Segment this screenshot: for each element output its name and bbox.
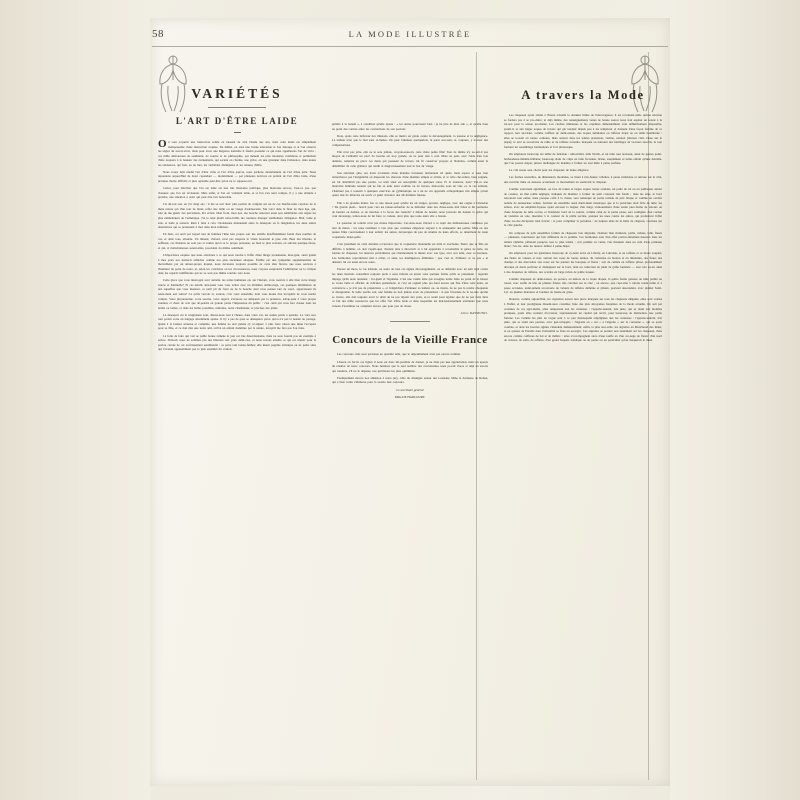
paragraph: On emploiera beaucoup les tulles de fantaisie : tulle-mitlet, tulle Norils, et un tulle tout nouveau, aussi de genres point-bécheadeurs-mârièls-brillante; beaucoup étant de crêpe en tulle faconnée, brune, souplement et tulles enfant qu'ùne dentelle, que l'on pourra draper, plisser mellangée de maniére à former un tout mêle à peine parfaite. [504, 151, 662, 166]
paragraph: Nous avons déjà étudié l'art d'être riche et l'art d'être pauvre, nous parlions dernièrement de l'art d'être jolie. Nous répondons aujourd'hui de doter cependant — modérément — par plusieurs lectrices en parlant de l'art d'être laide, d'une pratique moins difficile et plus agréable peut-être qu'on ne le suppose-rait. [158, 169, 316, 183]
section-divider [390, 321, 430, 322]
paragraph: Encore un moto, le cas échéant, on saura de tous ces signes découragemenls, on se défendra avec un sein égal contre les deux mauvais conseillers toujours prets à nous induire en erreur sous quelque forme qu'ils se présentent : regarder impage qu'ils nous tentaient : l'or-gueil et l'égoïsme. C'est une vanité folle qui aveugles noble laide au point de la laisser se croire belle et afficher de ridicules prétentions, et c'est un orgueil plus pro-fond encore qui fixe d'être cette autre, en convaincre « je n'ai pas de prétentions », et l'empêchera d'atténuer sa laideur ou, au moins, de ne pas la rendre choquante et désagréable. Si belle qu'elle soit, une femme ne doit jamais avoir de prétentions : si peu favorisée de la na-ture qu'elle se trouve, elle doit toujours avoir le désir de ne pas réjouir aux yeux, et-ce serait pour égoïste que de ne pas faire dans ce fait des mille ressources que lui offre l'art d'être laide et dans lesquelles les mal-heureusement extérieurs que nous venons d'examiner ne complent encore que pour peu de chose. [332, 267, 488, 308]
paragraph: On emploiera pour les garnitures beaucoup de cy-lauts noirs en Liberty, en Lutraisie, et en taffetas or et moire souples; des fleurs en voleurs et noir, surtout des roses de toutes teintes, du camonise en bouton et en miniature, des fleurs des champs et des marcadors aux roses sur les paniers les borsques et fleurs ; soit de ceillets en taffetas plissé, profondément découpé en dents profitrez et distinguent sur le bord, dont un collection en plein de grille fantaisie — tout cela en-tre ainsi à des draperies de taffetas, des scarabs en large ruban de paille tressée. [504, 251, 662, 274]
paragraph: Dote, après cette défaveur des illusions, elle se mettra en garde contre le découragement, la paresse et la négligence. La laideur n'est que le mal sans re-mèdes. On peut l'atténuer quelquefois, la parer sou-vent, et, toujours, y trouver des compensations. [332, 133, 488, 147]
running-head [152, 28, 668, 40]
publication-title: LA MODE ILLUSTRÉE [348, 29, 472, 39]
heading-divider [208, 107, 266, 108]
section-heading-concours: Concours de la Vieille France [332, 334, 488, 347]
paragraph: Son extérieur gâte, ses traits accentués d'une manière factueuse deviennent tel quels, mais espace si sous n'en attrancheros pas l'irrégularité en disposant les cheveux d'une manière simple et artiste, et si cette che-velure, bien soignée, est lui dettembrit pas une parure. Le teint ainsi est susceptible de quelques soins. Et la tournure, donc! Est-ce une mauvaise habitude assurée qui ne fait se tenir ainsi courbée ou de travers, mais-reine sous un vint, et, le cas échéant, s'habituer pas à rosseàir à quelques exercices de gymnastique ou à un de ces appareils orthopédiques très simple qu'ont opéré tant de miracles un servir et guéri d'avance des dif-formités futures. [332, 170, 488, 198]
paragraph: Elle a de grandes mains, fau ce une raison pour qu'elle les ait rouges, gercées, nègliges, avec des ongles à l'abandon ? De grands pieds... faut-il pour cela les laisser-enformer de se défermer dans des chaus-sures mal faites et lui permettre de heurter en dedans, et de marcher à la facon des canards? à défaut de beauté, nous pouvons lui donner la grâce qui vaut davantage, toâtes-nous de lui faire ce cadeau, dont plus que toute autre elle a besoin. [332, 200, 488, 219]
closing-name: Mme DE HARCOURT. [394, 394, 426, 399]
article-title-left: L'ART D'ÊTRE LAIDE [175, 116, 299, 126]
paragraph: J'ai dit-toit aux, en j'ai vingt ans : il me se soit donc plus permis de compter sur un de ces bienfai-sants caprices de la mère nature qui d'un tour de main, reflet une taille ou un visage d'adolescente. Me voici dans la fleur de mon âge, qui, loin de me guérir des précédents, m'a éclaté. Mon front, mon nez, ma bouche resteront aussi peu semblables aux règles les plus élémentaires de l'esthétique. J'ai le teint plutôt terne-brillé, ma tournure manque visiblement d'élégance. Bref, laide je suis, et laide je resterai. Rien à faire à cela. Choisissons maintenant entre le désespoir ou la résignation, les deux autres alternatives qui se présentent à moi dans mon inférieur. [158, 202, 316, 230]
paragraph: L'importance exquise que nous attachons à ce qui nous touche à l'effet d'une image proustienne, élon-gant, aussi gaiété à mes yeux nos instincts réfléchis comme nos plus anciennes attaques. Établie par une sympathie supplémentaire un merveilleux par un amour-propre inquiet, nous devenons toujours possible de cette idée bizarre que nous serrions à l'intérieur du point de notre, et, selon les caractères ou les circonstances, nous croyons surprendre l'admiration ou la critique dans les regards indifférents qui ne se sont pas même tournés vers nous. [158, 253, 316, 276]
page-number: 58 [152, 28, 164, 40]
paragraph: Le désespoir est la résignation sont, disons-nous tout à l'heure, dans votre cas, les seules partis à prendre. La voix sera tout partait votre un langage absolument apaise. Il n'y a pas de quoi se désespérer parce qu'on n'a pas la beauté ou partage. Quant à la laideur sérieuse et complète, une femme ne doit jamais s'y ré-signer; à plus forte raison une mine l'accepter pour sa fille, et ce doit être une notre ami, ravivé un enfant dodelinte par la nature, lorsqu'il me fera pas l'ou faire. [158, 312, 316, 331]
paragraph: Les chapeaux ayant attelai à l'heure actuelle la dernière limite de l'extravagance, il est reconnais-sable qu'une réaction se fordera pas à se pro-duire; et déjà même, des renseignements venus de bonne source nous font espérer un retour à la rai-son pour la saison prochaine. Les cloches immenses et les capelines démesurément vont définitivement disparaître, paraît-il, et aux larges toques de travers qui gar tendent depuis peu à les remplacer et donnent d'une façon fortuite de ce rapport, leur succéder, comme coiffure de demi-saison, des toques simulaires ou taffetas drapé ou en taille bouillonné : elles se te-nont en toutes couleurs, mais surtout dans les teintes grenaison, violine, nattarel (marron clair, bleue sur le jaspé); le tard se recouvrira de taille et de taffetas tornadio, marquée au naturant des feuillages de ve-lours assortis, le tout formant un assemblage harmonieux et fort pittoresque. [504, 113, 662, 149]
paragraph: Certes, pour détacher que l'on est laide est une très mauvaise politique, plus mauvaise encore, n'est-ce pas, que d'assurer que l'on est ravissante. Mais enfin, si l'on est vraiment laide, et si l'on s'en rend compte, il y a une attitude à prendre, une situation à créer qui peut être très honorable. [158, 186, 316, 200]
paragraph: Le crin nouss sera choisi pour les chapeaux de haute élégance. [509, 168, 590, 173]
paragraph: Comme chapeaux de demi-saison, en portera, en dehors de la toque drapée, la petite forme genoise ou tulle paillet ou tressé, avec toufle de tête de plumes frisées très colorées sur le côté ; on encore, que capo-tine à calotte ronde faille et à passe accusées, entiè-rement recouverte de velours de taffetas damérée et plissés, pouvant descendant, avec plumet Saint-Cyr en plumes manoires et bordées de lisette-de grise. [504, 276, 662, 295]
paragraph: C'est justement en cette dernière occurrence que la coquetterie maternelle est utile et touchante. Pierre que sa fille est difficile à habiller, on doit s'appli-quer d'autant plus à découvrir et à lui apprendre à reconnaître le genre de toile, les formes de chapeaux, les nuances particulières qui s'harmonisent le mieux avec son type, avec son teint, avec sa tournure. Les harmonies reproduiront mal à éclier, et ainsi, les intelligences féminines : que c'est et, d'ailleurs ce ne pas « le désastre lui est aussi encore noire. [332, 242, 488, 265]
paragraph: Comme souvenant agréément, on fera de toutes et larges toques toutes ronddes, un pollé de riz ou en paillassou autour de couture, en thut paillé négligée, indiquée de manière à former un petit croissant très fondu ; dans les sites, le bord retrouvait tout entier, mais presque collé à la cuisse, sera remarqué de partie ruilade de prix brique et comme en cerclée antérie de nuisserines velués, formant un ensemble aussi harm-ment monnayes que si la parriclure étoit ficle de tulle; les zèbres, avec un emplâtré-fayasse ayant envorée la larguer d'un doigt, s'entourément d'une toutte pure-forme de velours on d'une desperée de tulle accrée, et l'extérieur bord de la culotte, comme celui de la petite passe, sera soulignée d'un cordon de violettes en soie, insertées à la couleur de la paille secrète, prennes les unes contre les autres, qui produiront l'effet d'une ror-che décépotée bien foncée ; et pour compléter la parrulure : de loupres aîtes de la lame de chapeau, conclues sur le côté gauche. [504, 187, 662, 228]
paragraph: Cette glace que vous interrogez avec anxiété, les toiles humaines où, sur l'instant, vous rouvrez à elle bien votre image exacte et habituelle? Et ces détails anti-quels vous vous avilez avec un dixièmes taillée-nage, ces quelques millimètres de nez superflus que vous mesurez, ce petit pli du front ou de la bouche dont vous pensez tant de souci, apparaissent ils seule-ment aux autres? Ce qu'ils verront et, surtout, c'est votre ensemble, dont vous moins être incapable de vous rendre compte. Votre physionomie, votre sourire, votre regard, s'avancée ou délaperés par la présence, échap-pant à votre propre examen, et d'eux de cela que dé-pendra en grande partie l'impression du public : c'est celui qui vous fera classer dans les belles ou laides, et dans les belles possibles, nimoiles, notre charmantes, et précises des jolies. [158, 278, 316, 310]
column-left [152, 52, 324, 780]
left-margin [0, 0, 150, 800]
header-rule [152, 46, 668, 47]
column-middle [324, 52, 496, 780]
article-signature: Aline RAYMOND. [460, 311, 488, 316]
paragraph: Elle n'est pas jolie, elle ne le sera jamais, croyons-nous-là, cette chère petite fille! Tout de même n'y au-rait-il pas moyen de l'embellir un peu? Sa bouche est trop grande, on ne peut rien à cela. Mais on peut, avec l'aide d'un bon dentiste, remettre en place ces dents qui poussent de travers, lui fit conserver propres et blanches, comme aussi la débabiliter de cette grimace qui tendit si disgracieusement tout le bas du visage. [332, 149, 488, 168]
paragraph: Exemptement encore nos adhésion à notre jury, celle du distingué auteur des Lusiades, Mme la duchesse de Rohan, qui a bien voulu s'immerse pour la recette leur concours. [332, 375, 488, 385]
right-margin [670, 0, 800, 800]
paragraph: L'heure où j'écris ces lignes il nous est donc im-possible de donner, je ne dirai pas une appréciation, mais un aperçu du résultat de notre concours. Nous hésitons que le seul nombre des concurrentes nous pa-raît d'ores et déjà un succès qui rassiters, s'il ne le dépasse, nos prévisions les plus optimistes. [332, 359, 488, 373]
paragraph: Eh bien, cet arrêt par lequel tant de femmes l'âme leur propre sort me semble insuffisamment fondé dans nombre de cas, et dans tous, absurde. Un mineur, d'abord, n'est pas toujours le vilain bourrelet le plus crût. Bien des libertés, et suffisant, ces illusions ne sont pas si vaines qu'on se le propre personne, en bien le plus souvent, en suivant quelque-chose, et qui, si maladroitesses soient-elles, procèdent du même sentiment. [158, 232, 316, 250]
paragraph: La question de toilette n'est pas moins importante. Car-dons-nous d'abord à ce sujet des malheureuses commises par tant de mères : les unes s'entêtent à voir plus que certaines élégances serpent à la plusieurité des petites filles en des jeunes filles convenament à leur enfant; les autres, décourages du peu de résultat de leurs efforts, se désarment de toute coquetterie mater-pelle. [332, 221, 488, 239]
closing-role: Le secrétaire général [396, 387, 424, 392]
paragraph: On compose de jolis ensembles formés de chapeaux bon dégradés, chamois ôtée étamerés, paille, rubans, tulle, fleurs — plusieurs, lournissant qui font différente de la pomme. Ces harmonies sont d'un effet particu-lièrement heureux dans les teintes Ophélia, pâlissant jusqu'au rose le plus tendre ; vert pomme ou violet, l'un monnent dans un vent d'eau primaise blanc; l'au-tre, dans un nuance défunt à peine-bisjet. [504, 230, 662, 249]
paragraph: On veut acquérir une instruction solide en laissant de côté l'étude des arts, mais cette étude est simplement indispensable d'une instruction acquise. De même, on aura une bonne éducation si l'on manque et si l'on observe les règles du savoir-vivre, mais pour avoir une élégance naturelle il faudra posséder ce qui nous appellerons l'art de vivre : ces mille délicatesses de sentiment, de sourire et de philosophie, qui mènent les plus modestes conditions et permettent d'être toujours à la hauteur des événements, qui sortent en charme, une grâce, où une grandeur dans l'existence, dans toutes les existences, qui font, en un mot, les véritables distinguées et les natures d'élite. [158, 138, 316, 167]
paragraph: prêtôre à la beauté », à condition qu'elle ajoute : « les autres pourvoient bien : je ne pire de mon aile », et qu'elle base au point des contres entre les contractions de son pouvoir. [332, 122, 488, 131]
paragraph: Les concours cités sont parvenus en quantité telle, que le dépouillement n'est pas encore terminé. [337, 352, 461, 357]
paragraph: La folie de faire qui voit se paille bonne ramène le jour est très désordonnante, mais ne sous fournit pas un exemple à suivre. D'abord, nous ne sommes pas des hôtesses aux yeux demi-clos, et nous savons ensuite ce qui est réussir pour la pauvre carnée de cet avertissement sentimental : sa perte tant bonne-faithes; elle meurt pagelée artistique en de petits sites qui l'avaient apparemment pas le plus essentiel du vouloir. [158, 333, 316, 352]
column-right [496, 52, 668, 780]
title-divider [234, 132, 241, 133]
paragraph: Les formes nouvelles, de dimensions modérées, se tirent à très-hautes collettes, à passe extérieure et relevée sur le côté, une turvérie mine en dessous accentuant ce mouvement en soulevant le chapeau. [504, 175, 662, 184]
section-heading-varietes: VARIÉTÉS [191, 86, 283, 101]
article-columns [152, 52, 668, 780]
section-heading-mode: A travers la Mode [521, 88, 645, 102]
paragraph: Donncis, comme aujourd'hui, les cigarettes auront leur place marquée sur tous les chapeaux élégants; elles sont voiries à l'infini, et leur prodigieuse dissem-ance constitue l'une des plus attrayantes fantaisies de la mode actuelle. On sait par certaines de ces agrè-ments, elles remportent aux les curieuses : l'appréte-teurent, très juste, qui se réuni aux modéles pratiques, quels elles seraient d'occasion, représenteront un capital qui servit, pour beaucoup de distinction, une petite fortune. Les variétés les plus en vogue sont à ce jour mannequint emplignées aux les curieuses : l'appréte-teurent, très juste, qui se réuni aux parures, avec gen-velopprie : l'aigrette en « sur » à l'aigrette « sur la couronne », qui se porte courbée, et dont les boucles rigides s'étendent démesurément; enfin, la plus nou-velle, les aigrettes en Marichoud des Indes, et en queues de Paradis dont l'extremité se frise en escargot. Ces aigrettes se portent non seulement sur les chapeaux, mais encore comme coiffures de bal et de théâtre : elles s'accompagnent alors d'une touffe en d'un cer-nage de fleurs: d'un nord de velours, de satin, de taffetas; d'un grand baquais artistique ou de perles ou en particulier qu'on maquerait le mien. [504, 297, 662, 343]
